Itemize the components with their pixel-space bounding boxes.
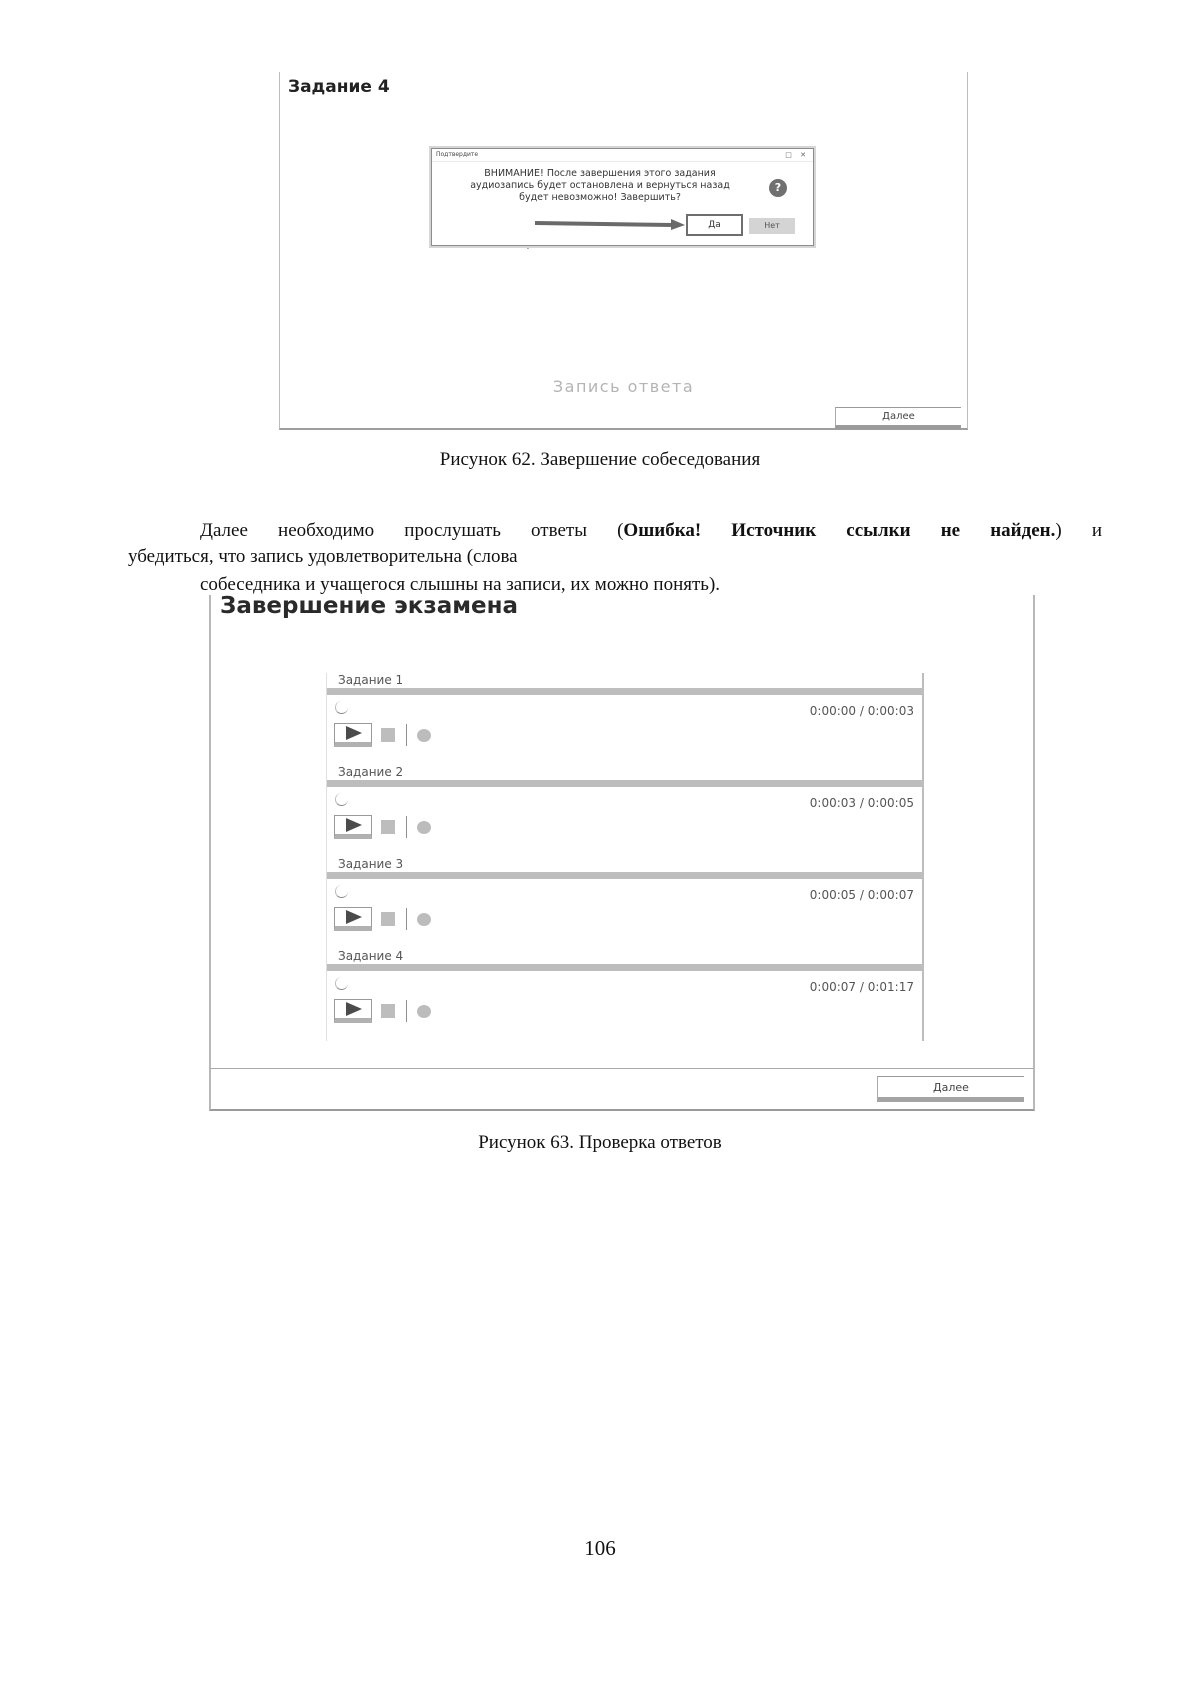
record-button[interactable] bbox=[417, 1005, 431, 1018]
record-answer-label: Запись ответа bbox=[552, 377, 695, 396]
loading-icon bbox=[335, 793, 348, 806]
figure-62-screenshot bbox=[279, 72, 968, 430]
playback-time: 0:00:03 / 0:00:05 bbox=[809, 796, 914, 810]
task-progress-bar[interactable] bbox=[327, 780, 922, 787]
play-icon bbox=[346, 910, 362, 924]
play-icon bbox=[346, 818, 362, 832]
window-controls[interactable]: □ ✕ bbox=[785, 151, 809, 159]
dialog-message-line: ВНИМАНИЕ! После завершения этого задания bbox=[484, 168, 716, 179]
task-title: Задание 4 bbox=[288, 77, 390, 97]
loading-icon bbox=[335, 977, 348, 990]
help-icon: ? bbox=[769, 179, 787, 197]
no-button[interactable]: Нет bbox=[749, 218, 795, 234]
controls-divider bbox=[406, 1000, 407, 1022]
figure-62-caption: Рисунок 62. Завершение собеседования bbox=[439, 449, 761, 470]
next-button[interactable]: Далее bbox=[835, 407, 961, 429]
paragraph-text: Далее необходимо прослушать ответы ( bbox=[200, 520, 624, 541]
record-button[interactable] bbox=[417, 913, 431, 926]
dialog-message-line: будет невозможно! Завершить? bbox=[519, 192, 681, 203]
dialog-message-line: аудиозапись будет остановлена и вернуться назад bbox=[470, 180, 730, 191]
task-progress-bar[interactable] bbox=[327, 688, 922, 695]
audio-controls bbox=[334, 907, 454, 931]
task-recording bbox=[326, 673, 924, 765]
figure-63-caption: Рисунок 63. Проверка ответов bbox=[478, 1132, 722, 1153]
task-progress-bar[interactable] bbox=[327, 964, 922, 971]
task-recording-label: Задание 2 bbox=[338, 765, 404, 779]
arrow-icon bbox=[535, 218, 685, 230]
controls-divider bbox=[406, 908, 407, 930]
confirm-dialog bbox=[431, 148, 814, 246]
playback-time: 0:00:00 / 0:00:03 bbox=[809, 704, 914, 718]
task-recording-label: Задание 4 bbox=[338, 949, 404, 963]
dialog-title: Подтвердите bbox=[436, 151, 479, 158]
task-recording bbox=[326, 949, 924, 1041]
dialog-message bbox=[450, 168, 750, 204]
dialog-titlebar bbox=[432, 149, 813, 162]
next-button[interactable]: Далее bbox=[877, 1076, 1024, 1102]
controls-divider bbox=[406, 816, 407, 838]
playback-time: 0:00:05 / 0:00:07 bbox=[809, 888, 914, 902]
footer-divider bbox=[211, 1068, 1033, 1069]
audio-controls bbox=[334, 815, 454, 839]
task-recording-label: Задание 1 bbox=[338, 673, 404, 687]
loading-icon bbox=[335, 885, 348, 898]
loading-icon bbox=[335, 701, 348, 714]
paragraph-line-3: собеседника и учащегося слышны на записи, их можно понять). bbox=[200, 574, 721, 595]
audio-controls bbox=[334, 999, 454, 1023]
play-button[interactable] bbox=[334, 815, 372, 839]
yes-button[interactable]: Да bbox=[686, 214, 743, 236]
stop-button[interactable] bbox=[381, 1004, 395, 1018]
audio-controls bbox=[334, 723, 454, 747]
exam-finish-title: Завершение экзамена bbox=[220, 593, 519, 619]
play-icon bbox=[346, 1002, 362, 1016]
task-progress-bar[interactable] bbox=[327, 872, 922, 879]
task-recordings-list bbox=[326, 673, 924, 1041]
stop-button[interactable] bbox=[381, 912, 395, 926]
paragraph-text: ) и bbox=[1055, 520, 1102, 541]
play-button[interactable] bbox=[334, 999, 372, 1023]
error-reference-text: Ошибка! Источник ссылки не найден. bbox=[623, 520, 1056, 541]
page-number: 106 bbox=[584, 1536, 616, 1560]
paragraph-line-1 bbox=[200, 519, 1102, 543]
play-button[interactable] bbox=[334, 907, 372, 931]
stop-button[interactable] bbox=[381, 728, 395, 742]
play-icon bbox=[346, 726, 362, 740]
controls-divider bbox=[406, 724, 407, 746]
paragraph-line-2: убедиться, что запись удовлетворительна (слова bbox=[128, 546, 518, 567]
task-recording bbox=[326, 765, 924, 857]
task-recording bbox=[326, 857, 924, 949]
stop-button[interactable] bbox=[381, 820, 395, 834]
playback-time: 0:00:07 / 0:01:17 bbox=[809, 980, 914, 994]
play-button[interactable] bbox=[334, 723, 372, 747]
figure-63-screenshot bbox=[209, 595, 1035, 1111]
record-button[interactable] bbox=[417, 729, 431, 742]
task-recording-label: Задание 3 bbox=[338, 857, 404, 871]
record-button[interactable] bbox=[417, 821, 431, 834]
